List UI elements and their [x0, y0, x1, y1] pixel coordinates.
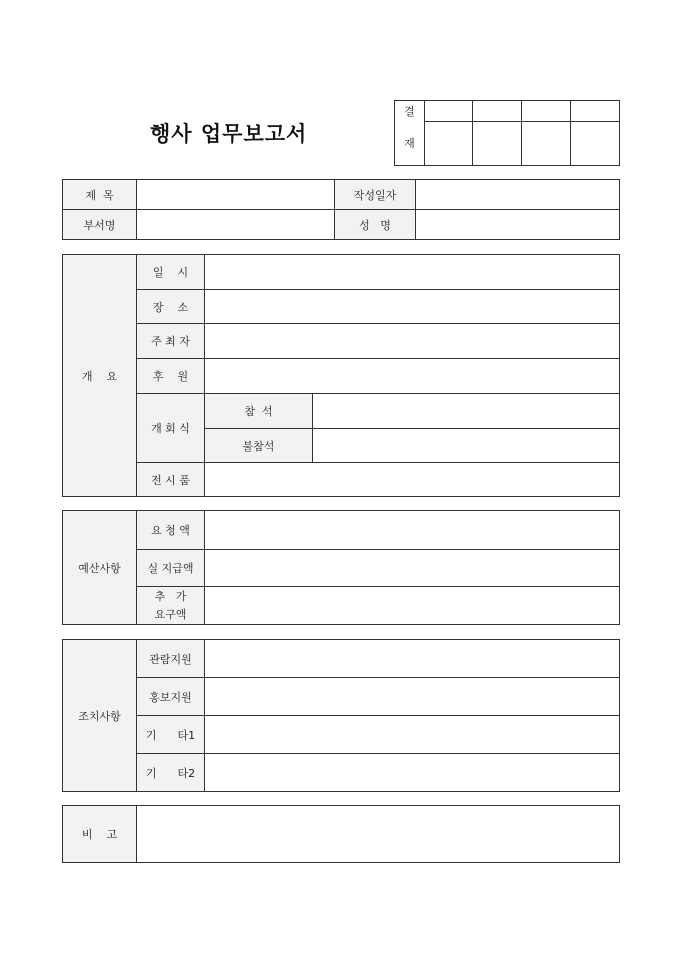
budget-section-label: 예산사항: [63, 511, 137, 625]
host-field[interactable]: [205, 324, 620, 359]
sponsor-label: 후 원: [137, 359, 205, 394]
approval-sign-1[interactable]: [425, 122, 473, 166]
remarks-table: [62, 805, 620, 863]
header-table: [62, 179, 620, 240]
extra-label-line-1: 추 가: [154, 589, 187, 603]
approval-cell-3[interactable]: [522, 101, 571, 122]
request-field[interactable]: [205, 511, 620, 550]
promo-label: 홍보지원: [137, 678, 205, 716]
extra-label-line-2: 요구액: [154, 607, 187, 621]
actual-field[interactable]: [205, 550, 620, 587]
remarks-label: 비 고: [63, 806, 137, 863]
approval-box: [394, 100, 620, 166]
etc2-field[interactable]: [205, 754, 620, 792]
approval-label: [395, 101, 425, 166]
actual-label: 실 지급액: [137, 550, 205, 587]
date-label: 작성일자: [335, 180, 416, 210]
absent-field[interactable]: [313, 429, 620, 463]
overview-section-label: 개 요: [63, 255, 137, 497]
actions-table: [62, 639, 620, 792]
approval-label-top: 결: [404, 105, 415, 118]
subject-field[interactable]: [137, 180, 335, 210]
datetime-field[interactable]: [205, 255, 620, 290]
approval-sign-3[interactable]: [522, 122, 571, 166]
remarks-field[interactable]: [137, 806, 620, 863]
subject-label: 제 목: [63, 180, 137, 210]
tour-field[interactable]: [205, 640, 620, 678]
etc2-label: 기 타2: [137, 754, 205, 792]
name-label: 성 명: [335, 210, 416, 240]
promo-field[interactable]: [205, 678, 620, 716]
request-label: 요 청 액: [137, 511, 205, 550]
approval-sign-4[interactable]: [571, 122, 620, 166]
extra-label: [137, 587, 205, 625]
overview-table: [62, 254, 620, 497]
exhibit-label: 전 시 품: [137, 463, 205, 497]
etc1-label: 기 타1: [137, 716, 205, 754]
name-field[interactable]: [416, 210, 620, 240]
approval-cell-2[interactable]: [473, 101, 522, 122]
approval-label-bottom: 재: [404, 137, 415, 150]
page-title: 행사 업무보고서: [150, 122, 308, 146]
tour-label: 관람지원: [137, 640, 205, 678]
sponsor-field[interactable]: [205, 359, 620, 394]
date-field[interactable]: [416, 180, 620, 210]
absent-label: 불참석: [205, 429, 313, 463]
exhibit-field[interactable]: [205, 463, 620, 497]
datetime-label: 일 시: [137, 255, 205, 290]
budget-table: [62, 510, 620, 625]
approval-cell-1[interactable]: [425, 101, 473, 122]
approval-sign-2[interactable]: [473, 122, 522, 166]
actions-section-label: 조치사항: [63, 640, 137, 792]
dept-field[interactable]: [137, 210, 335, 240]
host-label: 주 최 자: [137, 324, 205, 359]
place-field[interactable]: [205, 290, 620, 324]
place-label: 장 소: [137, 290, 205, 324]
attend-field[interactable]: [313, 394, 620, 429]
approval-cell-4[interactable]: [571, 101, 620, 122]
dept-label: 부서명: [63, 210, 137, 240]
attend-label: 참 석: [205, 394, 313, 429]
etc1-field[interactable]: [205, 716, 620, 754]
opening-label: 개 회 식: [137, 394, 205, 463]
extra-field[interactable]: [205, 587, 620, 625]
